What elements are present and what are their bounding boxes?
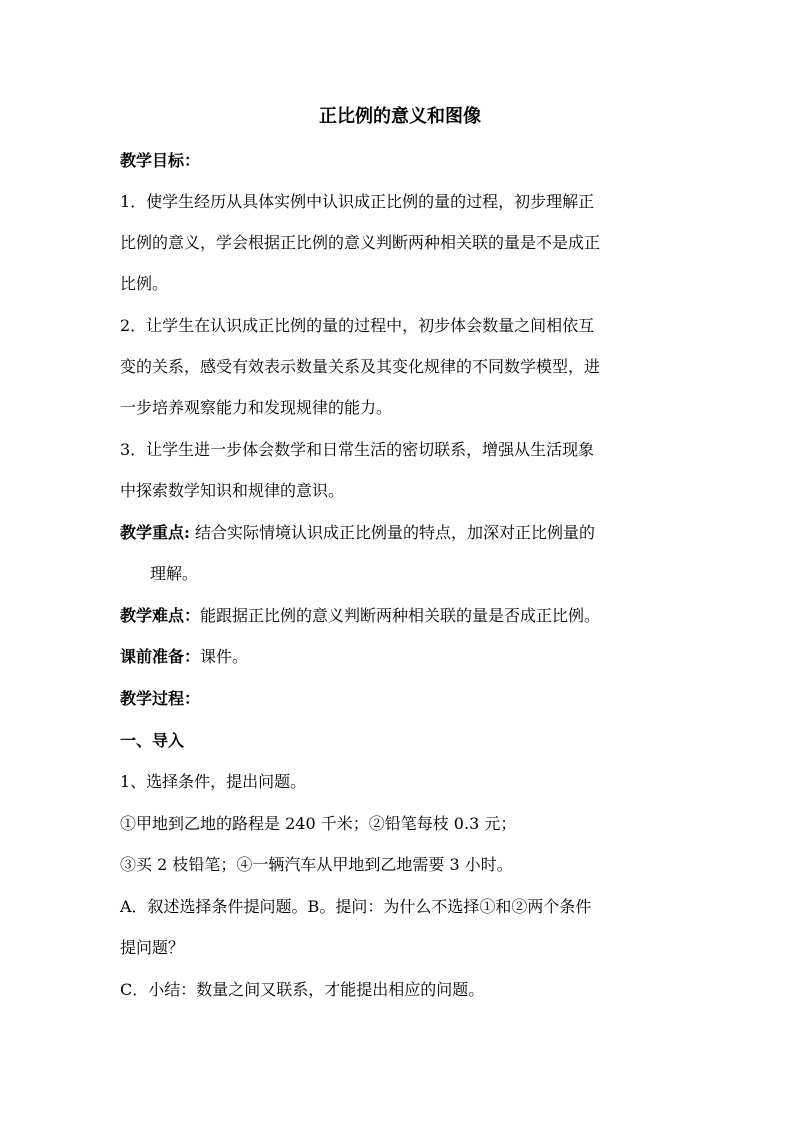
objective-3-line-1: 3．让学生进一步体会数学和日常生活的密切联系，增强从生活现象: [120, 440, 595, 459]
document-title: 正比例的意义和图像: [319, 106, 481, 127]
objective-2-line-3: 一步培养观察能力和发现规律的能力。: [120, 398, 393, 417]
preparation-label: 课前准备：: [120, 647, 201, 666]
conditions-line-2: ③买 2 枝铅笔；④一辆汽车从甲地到乙地需要 3 小时。: [120, 855, 513, 874]
question-line-2: 提问题？: [120, 938, 185, 957]
objective-2-line-1: 2．让学生在认识成正比例的量的过程中，初步体会数量之间相依互: [120, 316, 595, 335]
key-point-continuation: 理解。: [150, 564, 199, 583]
difficulty-label: 教学难点：: [120, 606, 201, 625]
question-line-1: A．叙述选择条件提问题。B。提问：为什么不选择①和②两个条件: [120, 897, 592, 916]
difficulty: [120, 602, 600, 630]
process-heading: 教学过程：: [120, 689, 201, 708]
objective-1-line-3: 比例。: [120, 274, 169, 293]
objective-3-line-2: 中探索数学知识和规律的意识。: [120, 481, 345, 500]
conditions-line-1: ①甲地到乙地的路程是 240 千米；②铅笔每枝 0.3 元；: [120, 814, 517, 833]
difficulty-text: 能跟据正比例的意义判断两种相关联的量是否成正比例。: [200, 606, 601, 625]
key-point-text: 结合实际情境认识成正比例量的特点，加深对正比例量的: [189, 523, 596, 542]
objective-1-line-1: 1．使学生经历从具体实例中认识成正比例的量的过程，初步理解正: [120, 192, 595, 211]
key-point: [120, 519, 595, 547]
summary: C．小结：数量之间又联系，才能提出相应的问题。: [120, 980, 485, 999]
section-1-heading: 一、导入: [120, 731, 185, 750]
step-1: 1、选择条件，提出问题。: [120, 772, 307, 791]
preparation: [120, 643, 248, 671]
objective-2-line-2: 变的关系，感受有效表示数量关系及其变化规律的不同数学模型，进: [120, 357, 601, 376]
key-point-label: 教学重点:: [120, 523, 190, 542]
objective-1-line-2: 比例的意义，学会根据正比例的意义判断两种相关联的量是不是成正: [120, 233, 601, 252]
objectives-heading: 教学目标：: [120, 151, 201, 170]
preparation-text: 课件。: [200, 647, 249, 666]
